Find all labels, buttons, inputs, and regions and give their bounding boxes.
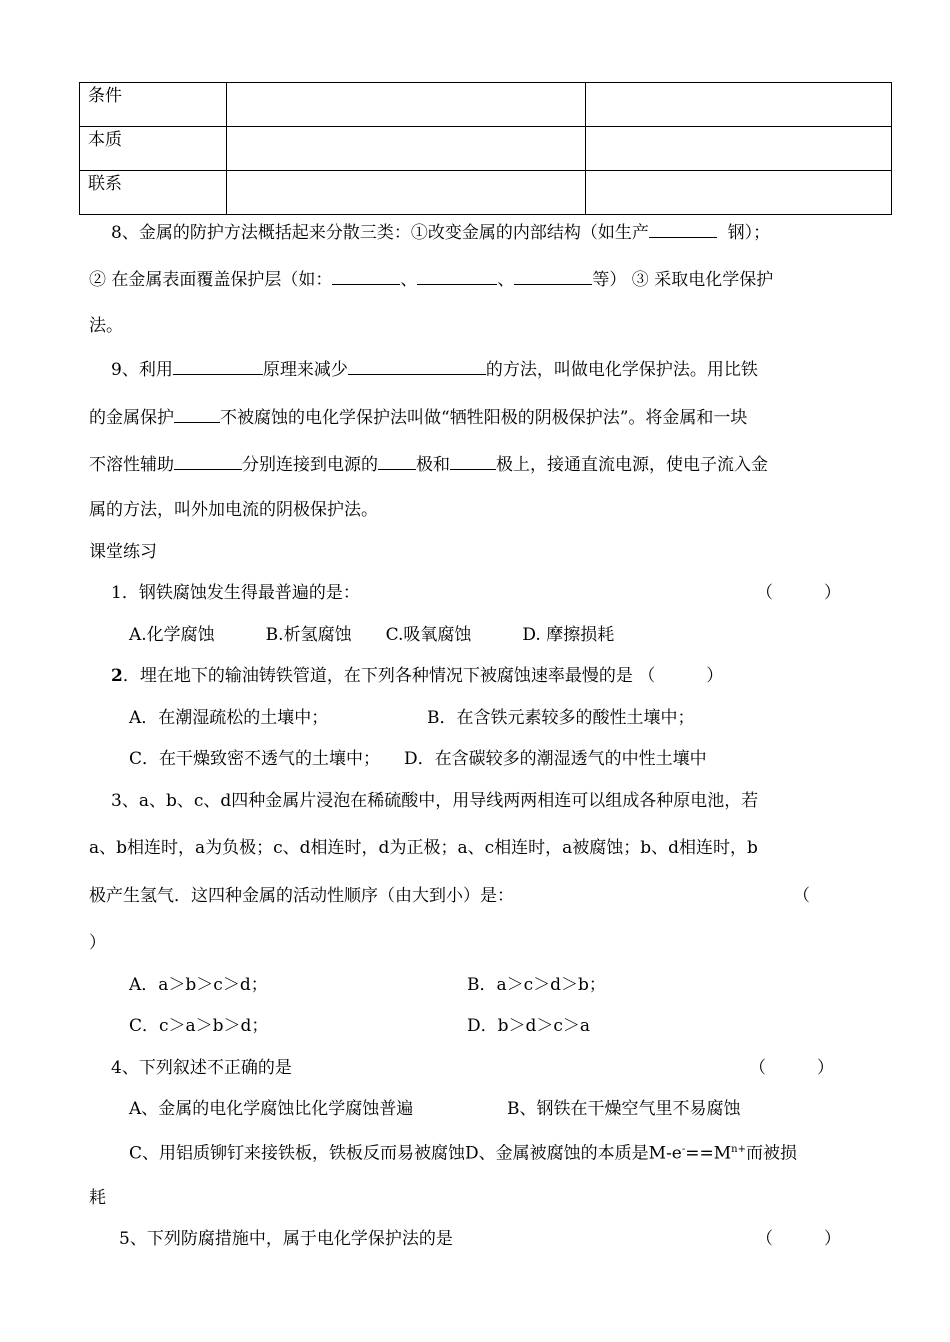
fill-blank <box>514 266 592 285</box>
table-row <box>80 171 892 215</box>
ex4-option-b: B、钢铁在干燥空气里不易腐蚀 <box>507 1099 741 1119</box>
ex3-option-a: A．a＞b＞c＞d； <box>129 975 268 995</box>
q9-line-4: 属的方法，叫外加电流的阴极保护法。 <box>89 500 378 520</box>
fill-blank <box>174 404 220 423</box>
q8-line-2: ② 在金属表面覆盖保护层（如： 、 、 等） ③ 采取电化学保护 <box>89 266 773 292</box>
ex4-answer-paren: （ ） <box>749 1058 834 1078</box>
table-cell <box>586 127 892 171</box>
table-cell <box>227 171 586 215</box>
q8-line-3: 法。 <box>89 316 123 336</box>
ex3-line-2: a、b相连时，a为负极；c、d相连时，d为正极；a、c相连时，a被腐蚀；b、d相连时，b <box>89 838 758 858</box>
ex4-option-c-d: C、用铝质铆钉来接铁板，铁板反而易被腐蚀D、金属被腐蚀的本质是$M-e^-==M^{n+}$而被损 <box>129 1143 797 1164</box>
ex1-stem: 1．钢铁腐蚀发生得最普遍的是： <box>111 583 360 603</box>
ex5-stem: 5、下列防腐措施中，属于电化学保护法的是 <box>119 1229 453 1249</box>
table-row <box>80 83 892 127</box>
ex2-stem: 2．埋在地下的输油铸铁管道，在下列各种情况下被腐蚀速率最慢的是 （ ） <box>111 666 724 686</box>
ex3-line-1: 3、a、b、c、d四种金属片浸泡在稀硫酸中，用导线两两相连可以组成各种原电池，若 <box>111 791 759 811</box>
ex4-option-a: A、金属的电化学腐蚀比化学腐蚀普遍 <box>129 1099 414 1119</box>
ex1-answer-paren: （ ） <box>756 583 841 603</box>
ex4-continuation: 耗 <box>89 1188 106 1208</box>
q9-line-2: 的金属保护 不被腐蚀的电化学保护法叫做“牺牲阳极的阴极保护法”。将金属和一块 <box>89 404 747 430</box>
ex2-option-d: D．在含碳较多的潮湿透气的中性土壤中 <box>404 749 707 769</box>
q9-line-1: 9、利用 原理来减少 的方法，叫做电化学保护法。用比铁 <box>111 356 758 382</box>
ex2-option-a: A．在潮湿疏松的土壤中； <box>129 708 329 728</box>
ex2-option-c: C．在干燥致密不透气的土壤中； <box>129 749 381 769</box>
ex3-line-3: 极产生氢气．这四种金属的活动性顺序（由大到小）是： <box>89 886 514 906</box>
comparison-table <box>79 82 892 215</box>
ex5-answer-paren: （ ） <box>756 1229 841 1249</box>
table-row-label: 条件 <box>80 83 227 127</box>
ex3-option-c: C．c＞a＞b＞d； <box>129 1016 269 1036</box>
fill-blank <box>348 356 486 375</box>
fill-blank <box>332 266 400 285</box>
ex3-answer-paren-close: ） <box>89 933 106 953</box>
fill-blank <box>173 356 263 375</box>
fill-blank <box>174 451 242 470</box>
fill-blank <box>450 451 496 470</box>
q8-line-1: 8、金属的防护方法概括起来分散三类：①改变金属的内部结构（如生产 钢）； <box>111 219 770 245</box>
q9-line-3: 不溶性辅助 分别连接到电源的 极和 极上，接通直流电源，使电子流入金 <box>89 451 768 477</box>
ex3-answer-paren-open: （ <box>793 886 810 906</box>
table-cell <box>586 171 892 215</box>
table-cell <box>586 83 892 127</box>
fill-blank <box>649 219 717 238</box>
table-row-label: 联系 <box>80 171 227 215</box>
ex4-stem: 4、下列叙述不正确的是 <box>111 1058 292 1078</box>
ex3-option-b: B．a＞c＞d＞b； <box>467 975 606 995</box>
ex1-options: A.化学腐蚀 B.析氢腐蚀 C.吸氧腐蚀 D. 摩擦损耗 <box>129 625 615 645</box>
table-row-label: 本质 <box>80 127 227 171</box>
ex2-option-b: B．在含铁元素较多的酸性土壤中； <box>427 708 695 728</box>
table-cell <box>227 127 586 171</box>
section-title: 课堂练习 <box>89 542 157 562</box>
fill-blank <box>417 266 497 285</box>
fill-blank <box>378 451 416 470</box>
table-cell <box>227 83 586 127</box>
ex3-option-d: D．b＞d＞c＞a <box>467 1016 591 1036</box>
table-row <box>80 127 892 171</box>
